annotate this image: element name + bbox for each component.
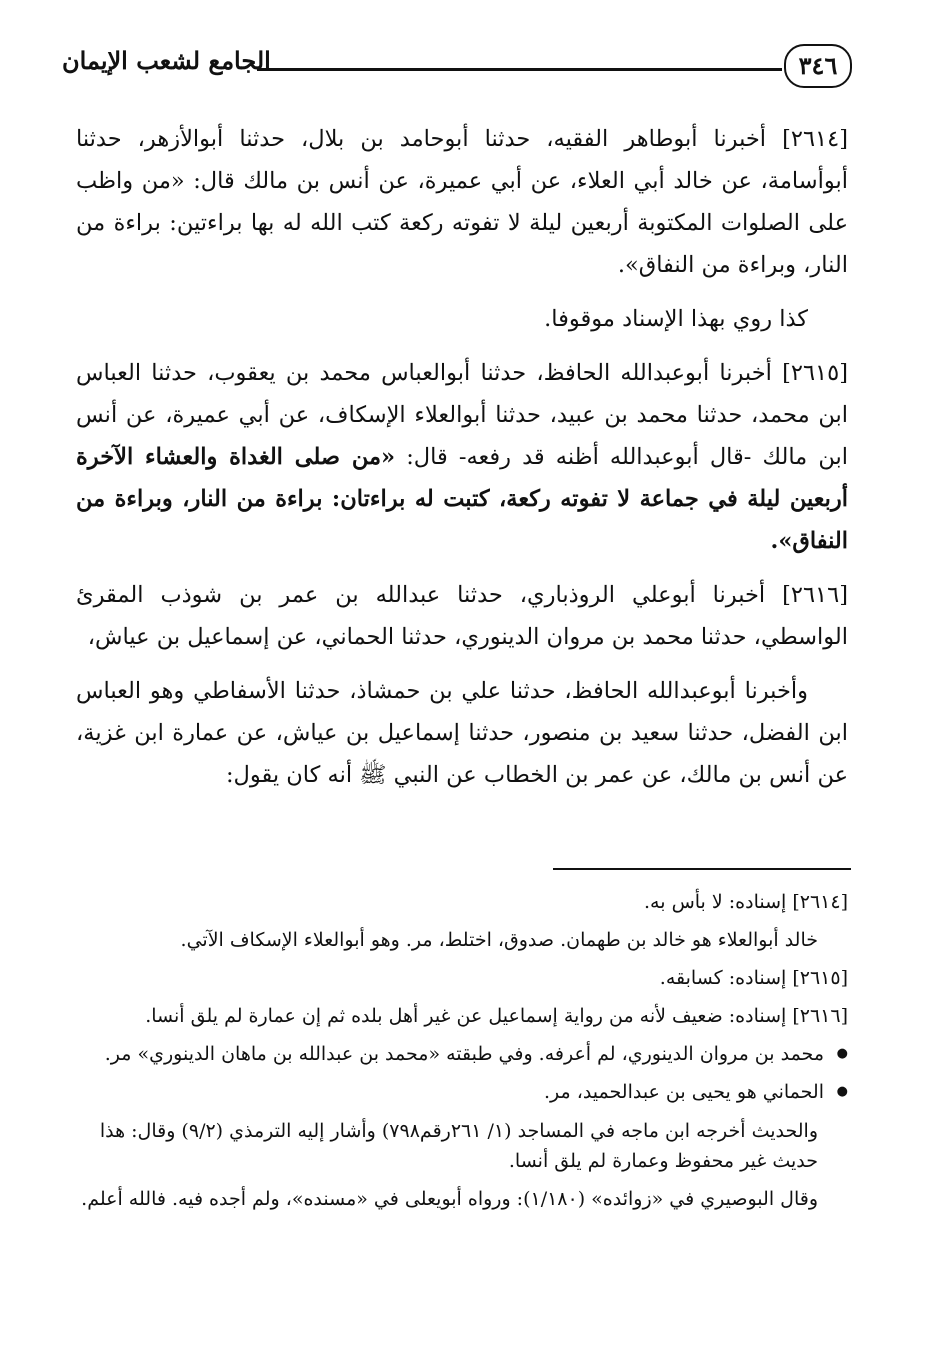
main-text	[76, 118, 848, 808]
footnote-2615: [٢٦١٥] إسناده: كسابقه.	[659, 967, 848, 989]
hadith-2615-isnad: [٢٦١٥] أخبرنا أبوعبدالله الحافظ، حدثنا أبوالعباس محمد بن يعقوب، حدثنا العباس ابن محمد، حدثنا محمد بن عبيد، حدثنا أبوالعلاء الإسكاف، عن أبي عميرة، عن أنس ابن مالك -قال أبوعبدالله أظنه قد رفعه- قال:	[76, 360, 848, 470]
footnote-separator	[553, 868, 851, 870]
hadith-2614: [٢٦١٤] أخبرنا أبوطاهر الفقيه، حدثنا أبوحامد بن بلال، حدثنا أبوالأزهر، حدثنا أبوأسامة، عن خالد أبي العلاء، عن أبي عميرة، عن أنس بن مالك قال: «من واظب على الصلوات المكتوبة أربعين ليلة لا تفوته ركعة كتب الله له بها براءتين: براءة من النار، وبراءة من النفاق».	[76, 126, 848, 278]
page-header	[62, 42, 852, 90]
hadith-2615-matn: «من صلى الغداة والعشاء الآخرة أربعين ليلة في جماعة لا تفوته ركعة، كتبت له براءتان: براءة من النار، وبراءة من النفاق».	[76, 444, 848, 554]
book-title: الجامع لشعب الإيمان	[62, 46, 271, 75]
footnote-2614: [٢٦١٤] إسناده: لا بأس به.	[644, 891, 848, 913]
page-number: ٣٤٦	[784, 44, 852, 88]
mawquf-note: كذا روي بهذا الإسناد موقوفا.	[544, 306, 808, 332]
hadith-2616-second-isnad: وأخبرنا أبوعبدالله الحافظ، حدثنا علي بن حمشاذ، حدثنا الأسفاطي وهو العباس ابن الفضل، حدثنا سعيد بن منصور، حدثنا إسماعيل بن عياش، عن عمارة ابن غزية، عن أنس بن مالك، عن عمر بن الخطاب عن النبي ﷺ أنه كان يقول:	[76, 678, 848, 788]
footnote-2614-note: خالد أبوالعلاء هو خالد بن طهمان. صدوق، اختلط، مر. وهو أبوالعلاء الإسكاف الآتي.	[180, 929, 818, 951]
footnote-bullet-dinawari: ● محمد بن مروان الدينوري، لم أعرفه. وفي طبقته «محمد بن عبدالله بن ماهان الدينوري» مر.	[76, 1036, 848, 1072]
footnote-busiri: وقال البوصيري في «زوائده» (١/١٨٠): ورواه أبويعلى في «مسنده»، ولم أجده فيه. فالله أعلم.	[81, 1188, 818, 1210]
footnote-2616: [٢٦١٦] إسناده: ضعيف لأنه من رواية إسماعيل عن غير أهل بلده ثم إن عمارة لم يلق أنسا.	[145, 1005, 848, 1027]
header-rule	[257, 68, 782, 71]
hadith-2615	[76, 352, 848, 562]
footnotes	[76, 884, 848, 1222]
footnote-bullet-himmani: ● الحماني هو يحيى بن عبدالحميد، مر.	[76, 1074, 848, 1110]
hadith-2616: [٢٦١٦] أخبرنا أبوعلي الروذباري، حدثنا عبدالله بن عمر بن شوذب المقرئ الواسطي، حدثنا محمد بن مروان الدينوري، حدثنا الحماني، عن إسماعيل بن عياش،	[76, 582, 848, 650]
footnote-ibn-majah: والحديث أخرجه ابن ماجه في المساجد (١/ ٢٦١رقم٧٩٨) وأشار إليه الترمذي (٩/٢) وقال: هذا حديث غير محفوظ وعمارة لم يلق أنسا.	[99, 1120, 818, 1172]
